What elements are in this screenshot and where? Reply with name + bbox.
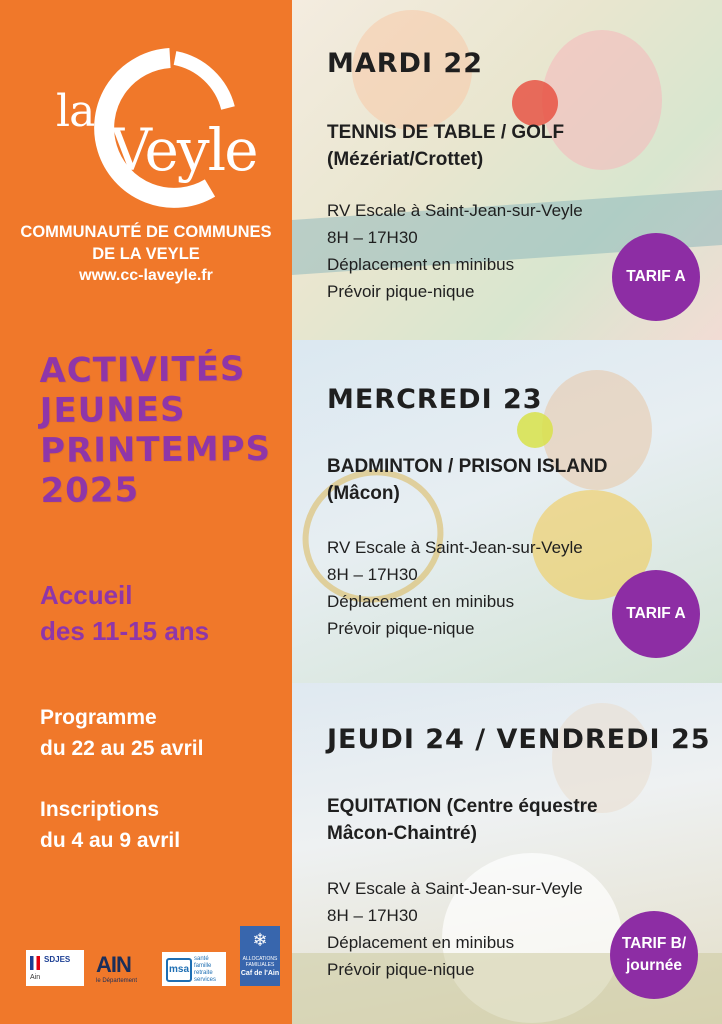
age-line1: Accueil: [40, 580, 133, 610]
inscriptions-block: [40, 794, 180, 856]
msa-text: santé famille retraite services: [194, 956, 217, 983]
left-column: [0, 0, 292, 1024]
transport: Déplacement en minibus: [327, 933, 515, 952]
la-veyle-logo: [50, 48, 270, 208]
community-line2: DE LA VEYLE: [92, 245, 200, 263]
sdjes-place: Ain: [30, 974, 41, 981]
age-block: [40, 577, 209, 649]
meal-note: Prévoir pique-nique: [327, 282, 475, 301]
tarif-line1: TARIF A: [626, 605, 686, 622]
meal-note: Prévoir pique-nique: [327, 619, 475, 638]
age-line2: des 11-15 ans: [40, 616, 210, 646]
hours: 8H – 17H30: [327, 228, 418, 247]
activity-line1: TENNIS DE TABLE / GOLF: [327, 122, 565, 143]
inscriptions-line1: Inscriptions: [40, 798, 160, 821]
community-line1: COMMUNAUTÉ DE COMMUNES: [20, 223, 272, 241]
activity-line2: Mâcon-Chaintré): [327, 823, 477, 844]
caf-logo: [240, 926, 280, 986]
ain-logo: AIN: [96, 952, 131, 977]
title-line3: PRINTEMPS: [40, 428, 272, 472]
activity-line1: BADMINTON / PRISON ISLAND: [327, 456, 608, 477]
programme-block: [40, 702, 203, 764]
logo-text-la: la: [56, 86, 95, 137]
day-label: JEUDI 24 / VENDREDI 25: [327, 724, 711, 755]
caf-name: Caf de l'Ain: [240, 970, 280, 977]
tarif-badge: [612, 570, 700, 658]
tarif-badge: [612, 233, 700, 321]
title-line4: 2025: [40, 470, 140, 512]
tarif-line2: journée: [626, 957, 682, 974]
sdjes-title: SDJES: [44, 955, 71, 964]
activity-info: [327, 875, 583, 983]
main-title: [39, 349, 271, 511]
day-label: MARDI 22: [327, 48, 483, 79]
programme-line2: du 22 au 25 avril: [40, 737, 204, 760]
meeting-point: RV Escale à Saint-Jean-sur-Veyle: [327, 201, 583, 220]
activity-line1: EQUITATION (Centre équestre: [327, 796, 598, 817]
meeting-point: RV Escale à Saint-Jean-sur-Veyle: [327, 879, 583, 898]
hours: 8H – 17H30: [327, 565, 418, 584]
caf-text: ALLOCATIONS FAMILIALES: [242, 956, 278, 968]
meeting-point: RV Escale à Saint-Jean-sur-Veyle: [327, 538, 583, 557]
activity-panel-2: [292, 340, 722, 683]
title-line2: JEUNES: [39, 389, 186, 432]
sdjes-logo: [26, 950, 84, 986]
tarif-badge: [610, 911, 698, 999]
hours: 8H – 17H30: [327, 906, 418, 925]
partner-logos: [26, 922, 288, 990]
activity-panel-1: [292, 0, 722, 340]
activity-line2: (Mâcon): [327, 483, 400, 504]
msa-logo: [162, 952, 226, 986]
activity-title: [327, 453, 607, 507]
tarif-line1: TARIF B/: [621, 935, 687, 952]
ain-logo-sub: le Département: [96, 978, 138, 984]
programme-line1: Programme: [40, 706, 157, 729]
activity-line2: (Mézériat/Crottet): [327, 149, 484, 170]
tarif-line1: TARIF A: [626, 268, 686, 285]
community-block: [0, 221, 292, 287]
logo-text-veyle: Veyle: [110, 116, 257, 184]
french-flag-icon: [30, 956, 40, 970]
transport: Déplacement en minibus: [327, 255, 515, 274]
snowflake-icon: ❄: [252, 930, 268, 950]
msa-mark: msa: [166, 958, 192, 982]
transport: Déplacement en minibus: [327, 592, 515, 611]
meal-note: Prévoir pique-nique: [327, 960, 475, 979]
activity-title: [327, 793, 598, 847]
day-label: MERCREDI 23: [327, 384, 543, 415]
activity-info: [327, 534, 583, 642]
website-url[interactable]: www.cc-laveyle.fr: [79, 267, 213, 284]
activity-info: [327, 197, 583, 305]
tennis-ball-icon: [517, 412, 553, 448]
title-line1: ACTIVITÉS: [39, 349, 246, 392]
activity-panel-3: [292, 683, 722, 1024]
activity-title: [327, 119, 564, 173]
inscriptions-line2: du 4 au 9 avril: [40, 829, 181, 852]
